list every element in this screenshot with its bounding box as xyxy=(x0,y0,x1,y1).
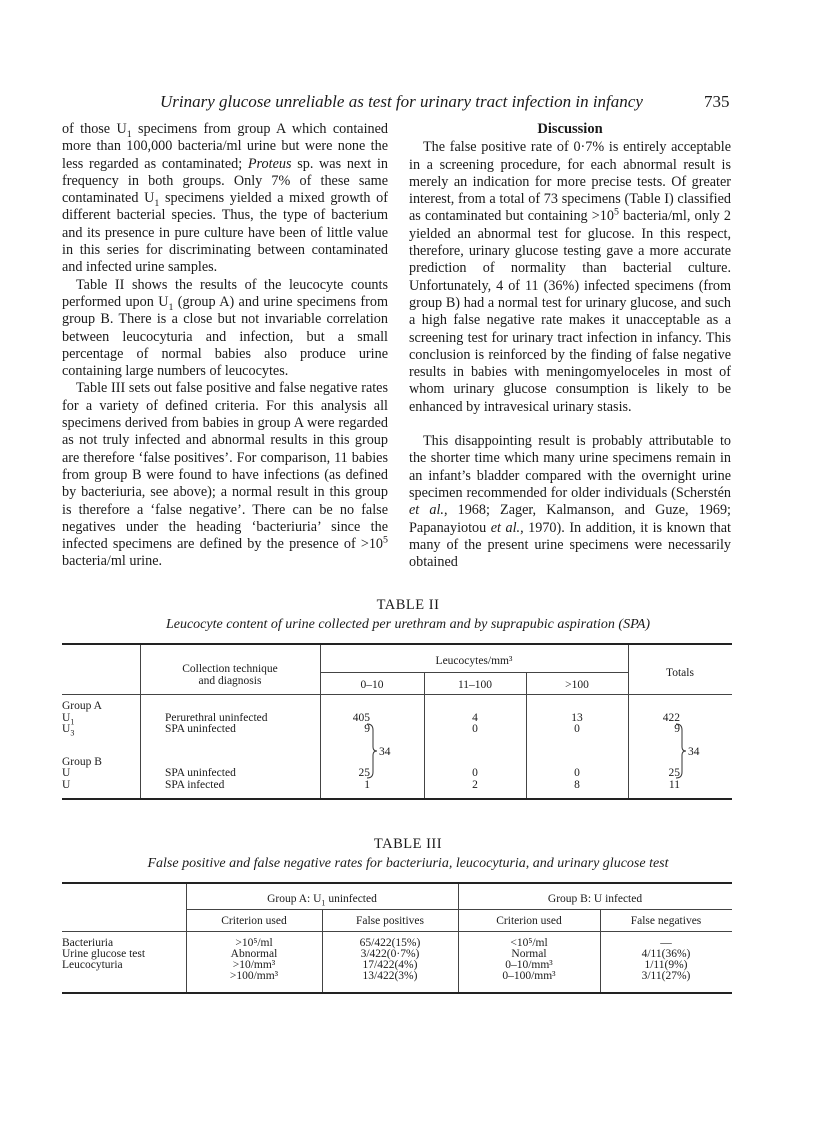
table3-header-false-negatives: False negatives xyxy=(630,915,702,927)
table3-label: TABLE III xyxy=(373,836,443,852)
table3-caption: False positive and false negative rates for bacteriuria, leucocyturia, and urinary glucose test xyxy=(147,856,669,871)
table2-cell: 13 xyxy=(571,712,583,724)
table2-cell: 0 xyxy=(574,767,580,779)
table3-row-test: Urine glucose test xyxy=(62,948,146,960)
table2-row-specimen: $U_1$ xyxy=(62,712,75,727)
table3-cell: 65/422(15%) xyxy=(359,937,421,949)
table2-header-leucocytes: Leucocytes/mm³ xyxy=(435,655,513,667)
table3-header-criterion-a: Criterion used xyxy=(221,915,287,927)
table3-cell: 3/422(0·7%) xyxy=(360,948,420,960)
table3-cell: Abnormal xyxy=(230,948,278,960)
table2-row-specimen: $U_3$ xyxy=(62,723,75,738)
table2-cell-total: 9 xyxy=(674,723,680,735)
page-number: 735 xyxy=(704,92,730,111)
table2-bracket-value: 34 xyxy=(379,746,391,758)
table2-row-specimen: U xyxy=(62,767,71,779)
table3-cell: 3/11(27%) xyxy=(641,970,691,982)
table2-cell-total: 11 xyxy=(668,779,680,791)
table2-cell: 1 xyxy=(364,779,370,791)
table3-cell: 4/11(36%) xyxy=(641,948,691,960)
table2-header-technique: Collection technique xyxy=(182,663,278,675)
table2-subheader-0-10: 0–10 xyxy=(360,679,384,691)
table3-cell: — xyxy=(660,937,672,949)
right-column xyxy=(409,121,731,571)
left-paragraph-1: of those $U_1$ specimens from group A which contained more than 100,000 bacteria/ml urine but were none the less regarded as contaminated; Proteus sp. was next in frequency in both groups. Only 7% of these same contaminated $U_1$ specimens yielded a mixed growth of different bacterial species. Thus, the type of bacterium and its presence in pure culture have been of little value in this series for discriminating between contaminated and infected urine samples. xyxy=(62,121,389,276)
table2-caption: Leucocyte content of urine collected per urethram and by suprapubic aspiration (SPA) xyxy=(165,617,651,632)
table2-label: TABLE II xyxy=(376,597,440,613)
table3-cell: 17/422(4%) xyxy=(362,959,418,971)
table2-header-technique-2: and diagnosis xyxy=(198,675,262,687)
table3-cell: 0–10/mm³ xyxy=(505,959,553,971)
table3-cell: Normal xyxy=(511,948,547,960)
table2-cell: 2 xyxy=(472,779,478,791)
table2-cell: 4 xyxy=(472,712,478,724)
table2-cell: 0 xyxy=(472,767,478,779)
table2-cell-total: 25 xyxy=(668,767,680,779)
left-column xyxy=(62,121,388,571)
table2-row-technique: SPA infected xyxy=(165,779,225,791)
table2-row-technique: SPA uninfected xyxy=(165,723,236,735)
table2-cell: 0 xyxy=(472,723,478,735)
table3-cell: 13/422(3%) xyxy=(362,970,418,982)
table3-cell: 1/11(9%) xyxy=(644,959,688,971)
table2-group-a: Group A xyxy=(62,700,102,712)
table2-total-bracket-brace xyxy=(675,722,687,780)
table3-cell: >100/mm³ xyxy=(229,970,279,982)
running-title: Urinary glucose unreliable as test for urinary tract infection in infancy xyxy=(160,92,643,111)
table2-cell: 8 xyxy=(574,779,580,791)
table3-cell: >10/mm³ xyxy=(232,959,276,971)
table2-total-bracket-value: 34 xyxy=(688,746,700,758)
right-paragraph-1: The false positive rate of 0·7% is entirely acceptable in a screening procedure, for each abnormal result is merely an indication for more precise tests. Of greater interest, from a total of 73 specimens (Table I) classified as contaminated but containing $>10^5$ bacteria/ml, only 2 yielded an abnormal test for glucose. In this respect, therefore, urinary glucose testing gave a more accurate prediction of normality than bacterial culture. Unfortunately, 4 of 11 (36%) infected specimens (from group B) had a normal test for urinary glucose, and such a high false negative rate makes it unacceptable as a screening test for urinary tract infection in infancy. This conclusion is reinforced by the finding of false negative results in babies with meningomyeloceles in most of whom urinary glucose consumption is likely to be enhanced by intravesical urinary stasis. xyxy=(409,139,731,415)
table2-cell: 405 xyxy=(352,712,370,724)
table2-cell: 25 xyxy=(358,767,370,779)
table2-row-technique: SPA uninfected xyxy=(165,767,236,779)
table3-header-group-a: Group A: $U_1$ uninfected xyxy=(267,893,377,908)
table3-header-criterion-b: Criterion used xyxy=(496,915,562,927)
table3-cell: >10⁵/ml xyxy=(235,937,273,949)
left-paragraph-2: Table II shows the results of the leucocyte counts performed upon $U_1$ (group A) and urine specimens from group B. There is a close but not invariable correlation between leucocyturia and infection, but a small percentage of normal babies also produce urine containing large numbers of leucocytes. xyxy=(62,276,388,380)
left-paragraph-3: Table III sets out false positive and false negative rates for a variety of defined criteria. For this analysis all specimens derived from babies in group A were regarded as not truly infected and abnormal results in this group are therefore ‘false positives’. For comparison, 11 babies from group B were found to have infections (as defined by bacteriuria, see above); a normal result in this group is therefore a ‘false negative’. There can be no false negatives under the heading ‘bacteriuria’ since the infected specimens are defined by the presence of $>10^5$ bacteria/ml urine. xyxy=(62,380,388,570)
discussion-heading: Discussion xyxy=(537,121,603,137)
table2-row-specimen: U xyxy=(62,779,71,791)
table3-header-false-positives: False positives xyxy=(355,915,425,927)
table2-bracket-brace xyxy=(366,722,378,780)
table2-subheader-11-100: 11–100 xyxy=(457,679,493,691)
table2-cell: 0 xyxy=(574,723,580,735)
table2-row-technique: Perurethral uninfected xyxy=(165,712,268,724)
table3-header-group-b: Group B: U infected xyxy=(547,893,643,905)
table3-cell: <10⁵/ml xyxy=(510,937,548,949)
table3-row-test: Bacteriuria xyxy=(62,937,114,949)
right-paragraph-2: This disappointing result is probably attributable to the shorter time which many urine specimens remain in an infant’s bladder compared with the overnight urine specimen recommended for older individuals (Scherstén et al., 1968; Zager, Kalmanson, and Guze, 1969; Papanayiotou et al., 1970). In addition, it is known that many of the present urine specimens were necessarily obtained xyxy=(409,433,731,571)
table2-subheader-over-100: >100 xyxy=(565,679,589,691)
table2-group-b: Group B xyxy=(62,756,102,768)
table3-cell: 0–100/mm³ xyxy=(502,970,556,982)
table3-row-test: Leucocyturia xyxy=(62,959,123,971)
table2-cell: 9 xyxy=(364,723,370,735)
table2-cell-total: 422 xyxy=(662,712,680,724)
table2-header-totals: Totals xyxy=(666,667,694,679)
